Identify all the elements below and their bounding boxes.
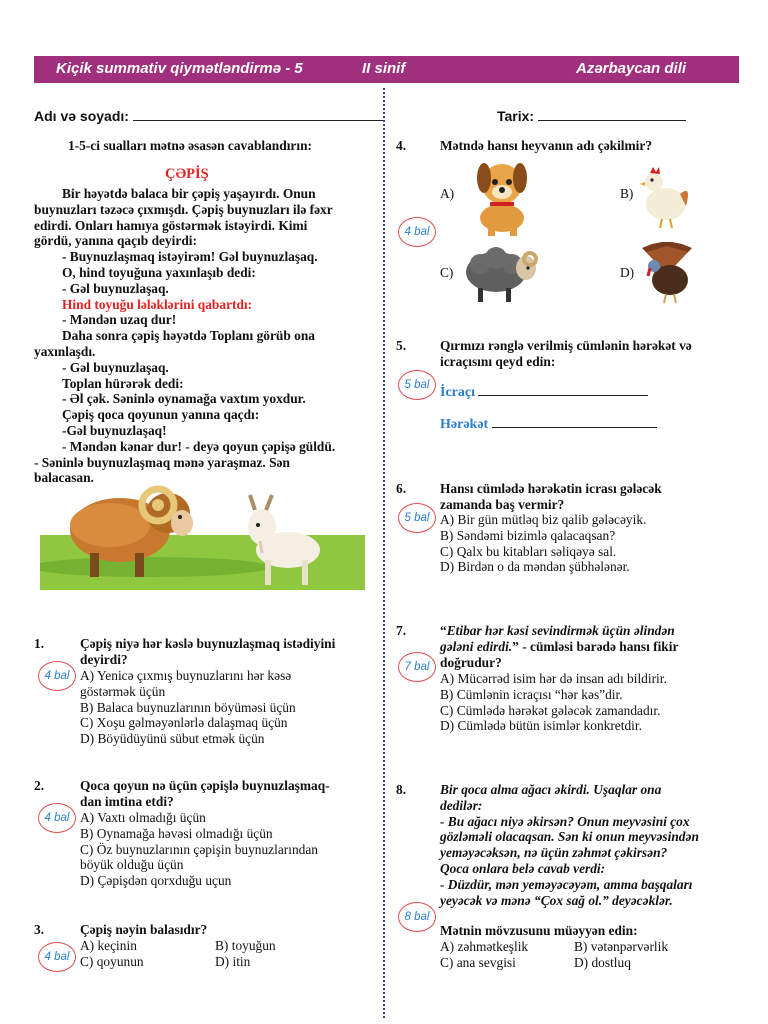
q1-text-line: deyirdi?: [80, 651, 128, 667]
story-line: yaxınlaşdı.: [34, 343, 96, 359]
turkey-icon: [636, 240, 698, 304]
q5-text-line: icraçısını qeyd edin:: [440, 353, 556, 369]
story-line: Çəpiş qoca qoyunun yanına qaçdı:: [62, 407, 260, 423]
q1-option-b[interactable]: B) Balaca buynuzlarının böyüməsi üçün: [80, 699, 296, 715]
q2-options: [80, 810, 318, 889]
story-line: gördü, yanına qaçıb deyirdi:: [34, 233, 197, 249]
story-line: - Gəl buynuzlaşaq.: [62, 280, 169, 296]
q4-number: 4.: [396, 138, 407, 153]
sheep-icon: [460, 238, 542, 304]
q6-number: 6.: [396, 481, 407, 496]
q5-action-field[interactable]: [492, 427, 657, 428]
q8-passage-line: - Düzdür, mən yeməyəcəyəm, amma başqaları: [440, 876, 693, 892]
q5-points-badge: 5 bal: [398, 370, 436, 400]
q8-passage-line: dedilər:: [440, 797, 483, 813]
story-line: Bir həyətdə balaca bir çəpiş yaşayırdı. Onun: [62, 186, 316, 201]
q6-options: [440, 512, 646, 575]
q8-passage: [440, 782, 699, 908]
q1-number: 1.: [34, 636, 45, 651]
q8-number: 8.: [396, 782, 407, 797]
story-line: - Gəl buynuzlaşaq.: [62, 359, 169, 375]
q6-option-c[interactable]: C) Qalx bu kitabları səliqəyə sal.: [440, 543, 617, 559]
q4-option-b[interactable]: B): [620, 186, 634, 201]
q8-passage-line: Bir qoca alma ağacı əkirdi. Uşaqlar ona: [440, 782, 662, 797]
q2-text-line: dan imtina etdi?: [80, 793, 174, 809]
name-label: Adı və soyadı:: [34, 108, 133, 124]
instructions: 1-5-ci sualları mətnə əsasən cavablandırın:: [68, 138, 312, 153]
q7-text-line: ” - cümləsi barədə hansı fikir: [512, 638, 679, 654]
q2-option-c-cont[interactable]: böyük olduğu üçün: [80, 857, 184, 873]
q3-text: Çəpiş nəyin balasıdır?: [80, 922, 208, 937]
story-line-highlighted: Hind toyuğu lələklərini qabartdı:: [62, 296, 253, 312]
story-illustration: [40, 475, 365, 595]
q8-question: Mətnin mövzusunu müəyyən edin:: [440, 923, 638, 938]
story-title: ÇƏPİŞ: [165, 166, 209, 182]
story-line: balacasan.: [34, 470, 94, 486]
q8-passage-line: yeməyəcəksən, nə üçün zəhmət çəkirsən?: [440, 845, 668, 861]
q3-option-d[interactable]: D) itin: [215, 954, 251, 969]
q6-text: [440, 481, 662, 513]
q7-quote-open: “: [440, 623, 447, 638]
story-line: Toplan hürərək dedi:: [62, 375, 184, 391]
q6-option-a[interactable]: A) Bir gün mütləq biz qalib gələcəyik.: [440, 512, 647, 527]
q2-points-badge: 4 bal: [38, 803, 76, 833]
story-line: - Məndən kənar dur! - deyə qoyun çəpişə güldü.: [62, 438, 336, 454]
story-line: buynuzları təzəcə çıxmışdı. Çəpiş buynuzları ilə fəxr: [34, 201, 333, 217]
q3-option-c[interactable]: C) qoyunun: [80, 954, 144, 969]
q8-passage-line: gözləməli olacaqsan. Sən ki onun meyvəsindən: [440, 829, 699, 845]
q5-number: 5.: [396, 338, 407, 353]
story-text: [34, 186, 379, 486]
q2-option-a[interactable]: A) Vaxtı olmadığı üçün: [80, 810, 206, 825]
q1-option-a[interactable]: A) Yenicə çıxmış buynuzlarını hər kəsə: [80, 668, 292, 683]
q7-options: [440, 671, 667, 734]
q2-text-line: Qoca qoyun nə üçün çəpişlə buynuzlaşmaq-: [80, 778, 330, 793]
story-line: -Gəl buynuzlaşaq!: [62, 422, 167, 438]
q1-option-c[interactable]: C) Xoşu gəlməyənlərlə dalaşmaq üçün: [80, 715, 288, 731]
q1-text: [80, 636, 335, 668]
name-row: [34, 108, 383, 124]
q5-action-row: [440, 417, 657, 433]
q8-points-badge: 8 bal: [398, 902, 436, 932]
q7-option-a[interactable]: A) Mücərrəd isim hər də insan adı bildirir.: [440, 671, 667, 686]
story-line: Daha sonra çəpiş həyətdə Toplanı görüb ona: [62, 328, 315, 344]
q5-actor-row: [440, 385, 648, 401]
q1-text-line: Çəpiş niyə hər kəslə buynuzlaşmaq istədiyini: [80, 636, 336, 651]
q4-option-c[interactable]: C): [440, 265, 454, 280]
q8-option-a[interactable]: A) zəhmətkeşlik: [440, 939, 529, 954]
header-banner: [34, 56, 739, 83]
q3-number: 3.: [34, 922, 45, 937]
q3-option-b[interactable]: B) toyuğun: [215, 938, 276, 953]
q7-option-c[interactable]: C) Cümlədə hərəkət gələcək zamandadır.: [440, 702, 661, 718]
q7-quote-line: gələni edirdi.: [440, 638, 513, 654]
q3-points-badge: 4 bal: [38, 942, 76, 972]
q2-option-b[interactable]: B) Oynamağa həvəsi olmadığı üçün: [80, 825, 273, 841]
header-grade: II sinif: [362, 60, 406, 77]
name-field[interactable]: [133, 120, 383, 121]
q2-option-c[interactable]: C) Öz buynuzlarının çəpişin buynuzlarından: [80, 841, 318, 857]
q8-passage-line: Qoca onlara belə cavab verdi:: [440, 860, 606, 876]
date-row: [497, 108, 686, 124]
q8-passage-line: - Bu ağacı niyə əkirsən? Onun meyvəsini çox: [440, 813, 690, 829]
q7-option-b[interactable]: B) Cümlənin icraçısı “hər kəs”dir.: [440, 686, 623, 702]
date-label: Tarix:: [497, 108, 538, 124]
story-line: - Buynuzlaşmaq istəyirəm! Gəl buynuzlaşaq.: [62, 249, 318, 265]
hen-icon: [636, 164, 692, 230]
q6-option-d[interactable]: D) Birdən o da məndən şübhələnər.: [440, 559, 630, 575]
q1-options: [80, 668, 296, 747]
q1-option-d[interactable]: D) Böyüdüyünü sübut etmək üçün: [80, 731, 265, 747]
q2-text: [80, 778, 330, 810]
story-line: O, hind toyuğuna yaxınlaşıb dedi:: [62, 264, 256, 280]
q7-option-d[interactable]: D) Cümlədə bütün isimlər konkretdir.: [440, 718, 642, 734]
q4-option-d[interactable]: D): [620, 265, 635, 280]
story-line: - Səninlə buynuzlaşmaq mənə yaraşmaz. Sən: [34, 454, 290, 470]
column-divider: [383, 88, 385, 1018]
date-field[interactable]: [538, 120, 686, 121]
q8-option-d[interactable]: D) dostluq: [574, 955, 631, 970]
q4-points-badge: 4 bal: [398, 217, 436, 247]
dog-icon: [466, 156, 538, 238]
q4-text: Mətndə hansı heyvanın adı çəkilmir?: [440, 138, 653, 153]
q1-option-a-cont[interactable]: göstərmək üçün: [80, 683, 166, 699]
q8-option-b[interactable]: B) vətənpərvərlik: [574, 939, 669, 954]
q5-text-line: Qırmızı rənglə verilmiş cümlənin hərəkət və: [440, 338, 692, 353]
q3-option-a[interactable]: A) keçinin: [80, 938, 137, 953]
q2-option-d[interactable]: D) Çəpişdən qorxduğu uçun: [80, 873, 232, 889]
q8-option-c[interactable]: C) ana sevgisi: [440, 955, 516, 970]
header-subject: Azərbaycan dili: [576, 60, 687, 77]
q5-actor-label: İcraçı: [440, 385, 479, 400]
q7-points-badge: 7 bal: [398, 652, 436, 682]
q5-action-label: Hərəkət: [440, 417, 492, 432]
q7-number: 7.: [396, 623, 407, 638]
q7-quote-line: Etibar hər kəsi sevindirmək üçün əlindən: [446, 623, 675, 638]
q7-text-line: doğrudur?: [440, 654, 502, 670]
q1-points-badge: 4 bal: [38, 661, 76, 691]
q2-number: 2.: [34, 778, 45, 793]
q6-option-b[interactable]: B) Səndəmi bizimlə qalacaqsan?: [440, 527, 616, 543]
q8-passage-line: yeyəcək və mənə “Çox sağ ol.” deyəcəklər.: [440, 892, 673, 908]
q5-actor-field[interactable]: [478, 395, 648, 396]
story-line: - Əl çək. Səninlə oynamağa vaxtım yoxdur.: [62, 391, 306, 407]
q4-option-a[interactable]: A): [440, 186, 455, 201]
story-line: - Məndən uzaq dur!: [62, 312, 177, 328]
q6-text-line: zamanda baş vermir?: [440, 496, 565, 512]
q5-text: [440, 338, 692, 370]
story-line: edirdi. Onları hamıya göstərmək istəyirdi. Kimi: [34, 217, 308, 233]
q6-points-badge: 5 bal: [398, 503, 436, 533]
header-title: Kiçik summativ qiymətləndirmə - 5: [56, 60, 303, 77]
q7-text: [440, 623, 740, 670]
q6-text-line: Hansı cümlədə hərəkətin icrası gələcək: [440, 481, 662, 496]
